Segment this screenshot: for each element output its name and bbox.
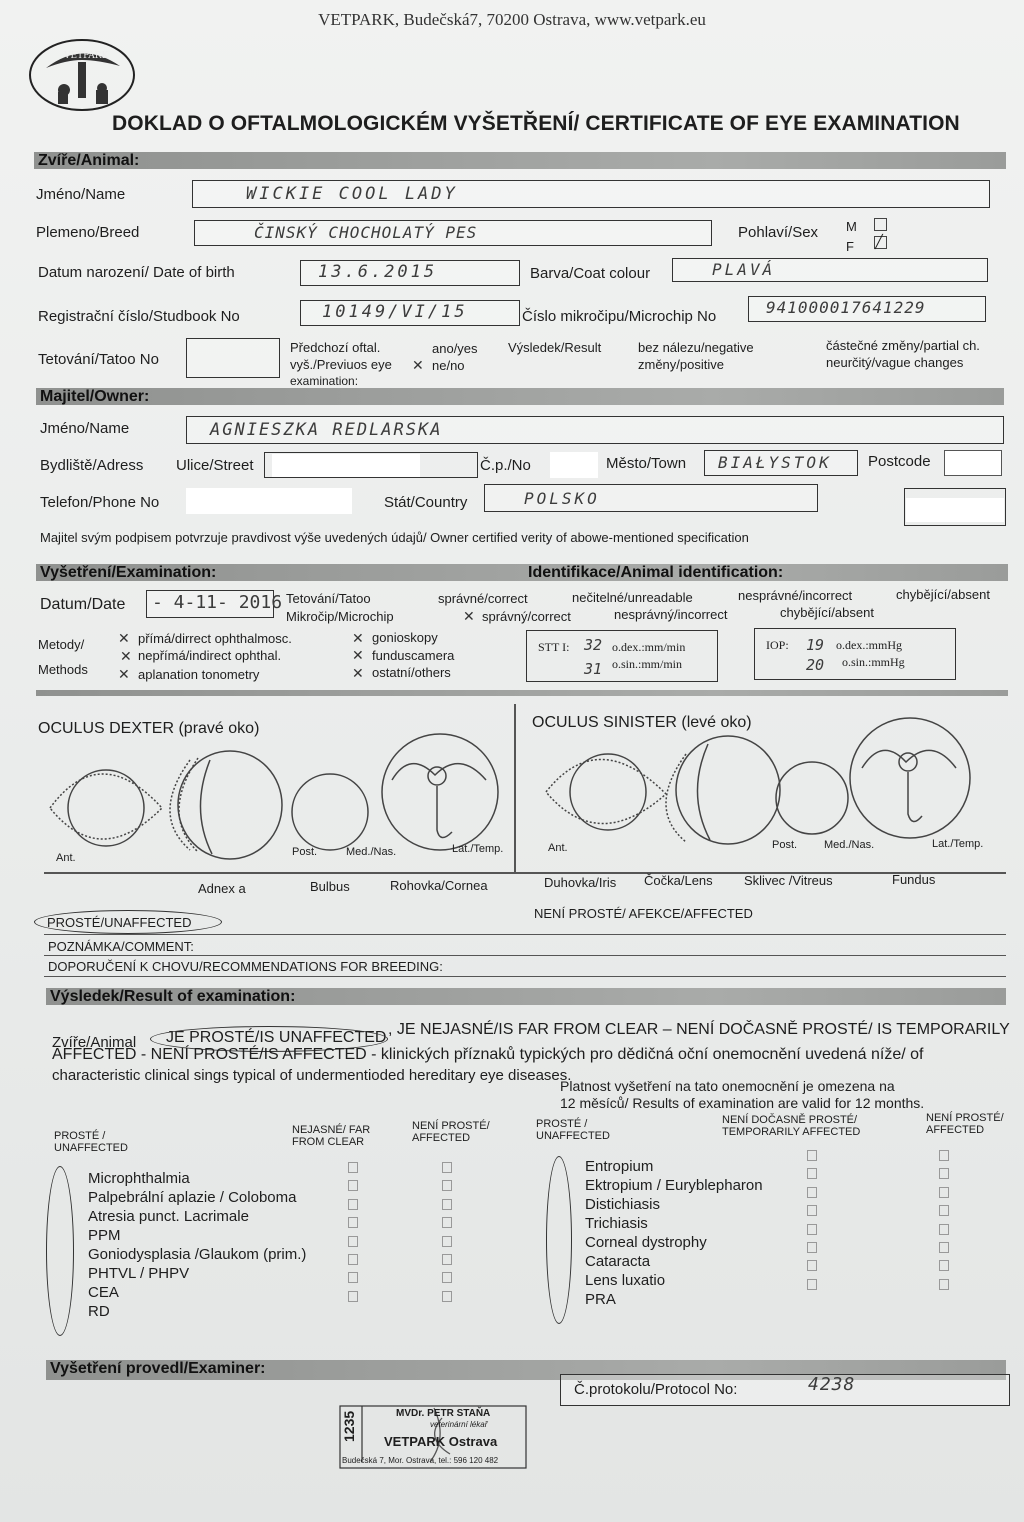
section-bar-examination: Vyšetření/Examination: Identifikace/Animal identification: [36,564,1008,581]
iop-od-unit: o.dex.:mmHg [836,638,902,652]
col-cornea: Rohovka/Cornea [390,878,488,893]
col-far-from-clear: NEJASNÉ/ FAR FROM CLEAR [292,1124,371,1148]
left-disease-row [88,1227,121,1244]
right-disease-checkbox[interactable] [807,1205,817,1216]
method-others-x-icon: ✕ [352,665,364,681]
right-disease-checkbox[interactable] [807,1242,817,1253]
animal-name-label: Jméno/Name [36,186,126,203]
stamp-address: Budečská 7, Mor. Ostrava, tel.: 596 120 482 [342,1456,499,1465]
city-label: Město/Town [606,455,687,472]
tattoo-correct: správné/correct [438,591,528,606]
breed-value: ČINSKÝ CHOCHOLATÝ PES [254,223,478,242]
tattoo-label: Tetování/Tatoo No [38,351,159,368]
left-disease-checkbox[interactable] [442,1162,452,1173]
left-disease-checkbox[interactable] [348,1199,358,1210]
os-mednas-label: Med./Nas. [824,839,875,851]
prev-no-x-icon: ✕ [412,357,424,373]
col-affected-left: NENÍ PROSTÉ/ AFFECTED [412,1120,490,1144]
left-disease-checkbox[interactable] [348,1236,358,1247]
left-disease-checkbox[interactable] [348,1162,358,1173]
right-disease-row [585,1272,665,1289]
col-affected-right: NENÍ PROSTÉ/ AFFECTED [926,1112,1004,1136]
left-disease-label: PHTVL / PHPV [88,1265,190,1282]
microchip-correct: správný/correct [482,609,571,624]
eye-rule-4 [44,976,1006,977]
clinic-address: VETPARK, Budečská7, 70200 Ostrava, www.vetpark.eu [318,10,706,29]
sex-label: Pohlaví/Sex [738,224,819,241]
left-disease-checkbox[interactable] [348,1291,358,1302]
right-disease-label: Distichiasis [585,1196,661,1213]
right-disease-label: Cataracta [585,1253,651,1270]
oculus-sinister-title: OCULUS SINISTER (levé oko) [532,714,752,731]
signature-redacted [906,498,1004,522]
method-direct: přímá/dirrect ophthalmosc. [138,631,292,646]
result-vague-label: neurčitý/vague changes [826,355,964,370]
right-disease-row [585,1234,707,1251]
prev-exam-label-1: Předchozí oftal. [290,340,381,355]
city-value: BIAŁYSTOK [718,453,832,472]
studbook-label: Registrační číslo/Studbook No [38,308,240,325]
col-unaffected-right: PROSTÉ / UNAFFECTED [536,1118,610,1142]
col-bulbus: Bulbus [310,879,350,894]
right-disease-label: Corneal dystrophy [585,1234,707,1251]
result-line1-rest: , JE NEJASNÉ/IS FAR FROM CLEAR – NENÍ DOČASNĚ PROSTÉ/ IS TEMPORARILY [388,1021,1010,1038]
right-disease-label: PRA [585,1291,616,1308]
result-positive-label: změny/positive [638,357,724,372]
protocol-label: Č.protokolu/Protocol No: [574,1381,738,1398]
left-unaffected-bracket-icon [46,1166,74,1336]
left-disease-row [88,1303,110,1320]
result-label: Výsledek/Result [508,340,602,355]
right-disease-row [585,1196,660,1213]
tattoo-incorrect: nesprávné/incorrect [738,588,853,603]
os-post-label: Post. [772,839,798,851]
comment-label: POZNÁMKA/COMMENT: [48,939,194,954]
prev-exam-label-3: examination: [290,374,359,388]
os-ant-label: Ant. [548,842,568,854]
eye-rule-3 [44,955,1006,956]
method-others: ostatní/others [372,665,451,680]
stt-os-value: 31 [584,660,603,678]
right-disease-checkbox[interactable] [939,1168,949,1179]
exam-date-value: - 4-11- 2016 [152,592,283,613]
coat-value: PLAVÁ [712,260,776,279]
right-disease-checkbox[interactable] [807,1279,817,1290]
right-disease-checkbox[interactable] [939,1205,949,1216]
right-disease-checkbox[interactable] [807,1168,817,1179]
stt-os-unit: o.sin.:mm/min [612,657,683,671]
right-disease-checkbox[interactable] [939,1260,949,1271]
od-lattemp-label: Lat./Temp. [452,843,504,855]
iop-od-value: 19 [806,636,825,654]
right-disease-checkbox[interactable] [807,1187,817,1198]
address-label: Bydliště/Adress [40,457,144,474]
row-affected: NENÍ PROSTÉ/ AFEKCE/AFFECTED [534,906,753,921]
iop-os-unit: o.sin.:mmHg [842,655,905,669]
stt-od-value: 32 [584,636,603,654]
left-disease-checkbox[interactable] [348,1217,358,1228]
left-disease-row [88,1284,119,1301]
oculus-dexter-diagram [40,720,510,870]
method-tonometry: aplanation tonometry [138,667,260,682]
street-field[interactable] [264,452,478,478]
right-disease-label: Lens luxatio [585,1272,666,1289]
left-disease-row [88,1208,249,1225]
right-disease-checkbox[interactable] [939,1150,949,1161]
right-disease-checkbox[interactable] [807,1224,817,1235]
od-ant-label: Ant. [56,852,76,864]
validity-line2: 12 měsíců/ Results of examination are valid for 12 months. [560,1095,925,1111]
col-iris: Duhovka/Iris [544,875,617,890]
right-disease-checkbox[interactable] [807,1150,817,1161]
validity-line1: Platnost vyšetření na tato onemocnění je omezena na [560,1078,895,1094]
examiner-stamp [338,1398,530,1474]
result-line3: characteristic clinical sings typical of undermentioded hereditary eye diseases. [52,1067,572,1084]
left-disease-checkbox[interactable] [442,1199,452,1210]
method-gonio-x-icon: ✕ [352,630,364,646]
section-bar-owner: Majitel/Owner: [36,388,1004,405]
breed-label: Plemeno/Breed [36,224,140,241]
left-disease-row [88,1189,296,1206]
recommend-label: DOPORUČENÍ K CHOVU/RECOMMENDATIONS FOR BREEDING: [48,959,443,974]
coat-label: Barva/Coat colour [530,265,651,282]
method-gonio: gonioskopy [372,630,438,645]
right-disease-checkbox[interactable] [939,1279,949,1290]
stamp-number: 1235 [341,1410,357,1442]
tattoo-unreadable: nečitelné/unreadable [572,590,693,605]
right-unaffected-bracket-icon [546,1156,572,1324]
method-tonometry-x-icon: ✕ [118,666,130,682]
stt-box [526,630,718,682]
stamp-role: veterinární lékař [430,1420,488,1429]
iop-os-value: 20 [806,656,825,674]
right-disease-checkbox[interactable] [807,1260,817,1271]
method-fundus: funduscamera [372,648,455,663]
section-bar-animal: Zvíře/Animal: [34,152,1006,169]
microchip-label: Číslo mikročipu/Microchip No [522,308,717,325]
result-line2: AFFECTED - NENÍ PROSTÉ/IS AFFECTED - klinických příznaků typických pro dědičná oční onemocnění uvedená níže/ of [52,1046,924,1063]
row-unaffected: PROSTÉ/UNAFFECTED [47,915,192,930]
section-bar-result: Výsledek/Result of examination: [46,988,1006,1005]
tattoo-absent: chybějící/absent [896,587,990,602]
right-disease-label: Trichiasis [585,1215,648,1232]
method-indirect: nepřímá/indirect ophthal. [138,648,282,663]
sex-m-checkbox[interactable] [874,218,887,231]
tattoo-field[interactable] [186,338,280,378]
owner-name-label: Jméno/Name [40,420,130,437]
ident-microchip-label: Mikročip/Microchip [286,609,394,624]
eye-rule-2 [44,934,1006,935]
left-disease-label: CEA [88,1284,119,1301]
col-temporarily: NENÍ DOČASNĚ PROSTÉ/ TEMPORARILY AFFECTED [722,1114,861,1138]
left-disease-label: Microphthalmia [88,1170,190,1187]
vetpark-logo [28,38,136,112]
postcode-field[interactable] [944,450,1002,476]
left-disease-row [88,1246,306,1263]
result-unaffected: JE PROSTÉ/IS UNAFFECTED [166,1029,387,1046]
right-disease-checkbox[interactable] [939,1224,949,1235]
od-post-label: Post. [292,846,318,858]
method-indirect-x-icon: ✕ [120,648,132,664]
right-disease-label: Ektropium / Euryblepharon [585,1177,763,1194]
col-adnexa: Adnex a [198,881,246,896]
stt-label: STT I: [538,640,570,654]
exam-date-label: Datum/Date [40,596,126,613]
col-vitreus: Sklivec /Vitreus [744,873,833,888]
right-disease-checkbox[interactable] [939,1242,949,1253]
left-disease-checkbox[interactable] [442,1236,452,1247]
country-value: POLSKO [524,489,600,508]
col-fundus: Fundus [892,872,936,887]
stamp-clinic: VETPARK Ostrava [384,1434,498,1449]
microchip-absent: chybějící/absent [780,605,874,620]
animal-name-value: WICKIE COOL LADY [246,184,458,204]
right-disease-row [585,1253,650,1270]
oculus-dexter-title: OCULUS DEXTER (pravé oko) [38,720,260,737]
result-animal-label: Zvíře/Animal [52,1034,137,1051]
postcode-label: Postcode [868,453,931,470]
method-fundus-x-icon: ✕ [352,647,364,663]
protocol-value: 4238 [808,1374,856,1395]
methods-label-1: Metody/ [38,637,85,652]
left-disease-checkbox[interactable] [348,1254,358,1265]
left-disease-checkbox[interactable] [348,1180,358,1191]
left-disease-checkbox[interactable] [442,1272,452,1283]
phone-label: Telefon/Phone No [40,494,160,511]
microchip-correct-x-icon: ✕ [463,608,475,624]
prev-no-label: ne/no [432,358,465,373]
right-disease-row [585,1215,648,1232]
microchip-value: 941000017641229 [766,298,926,317]
left-disease-label: Atresia punct. Lacrimale [88,1208,249,1225]
right-disease-label: Entropium [585,1158,654,1175]
methods-label-2: Methods [38,662,88,677]
logo-text: VETPARK [64,51,109,61]
dob-label: Datum narození/ Date of birth [38,264,235,281]
document-title: DOKLAD O OFTALMOLOGICKÉM VYŠETŘENÍ/ CERTIFICATE OF EYE EXAMINATION [112,112,960,135]
eye-structures-rule [44,872,1006,874]
house-no-label: Č.p./No [480,457,531,474]
sex-f-label: F [846,239,854,254]
microchip-incorrect: nesprávný/incorrect [614,607,728,622]
left-disease-row [88,1265,189,1282]
left-disease-label: RD [88,1303,110,1320]
house-no-redacted [550,452,598,478]
stt-od-unit: o.dex.:mm/min [612,640,686,654]
unaffected-circled-icon [34,910,222,934]
right-disease-row [585,1158,653,1175]
right-disease-row [585,1177,763,1194]
prev-exam-label-2: vyš./Previuos eye [290,357,392,372]
stamp-name: MVDr. PETR STAŇA [396,1408,491,1419]
left-disease-row [88,1170,190,1187]
sex-f-checkmark-icon: ╱ [875,234,883,249]
phone-redacted [186,488,352,514]
col-unaffected-left: PROSTÉ / UNAFFECTED [54,1130,128,1154]
os-lattemp-label: Lat./Temp. [932,838,984,850]
iop-label: IOP: [766,638,789,652]
owner-certify-text: Majitel svým podpisem potvrzuje pravdivost výše uvedených údajů/ Owner certified verity of abowe-mentioned specification [40,530,749,545]
method-direct-x-icon: ✕ [118,630,130,646]
right-disease-checkbox[interactable] [939,1187,949,1198]
country-label: Stát/Country [384,494,468,511]
result-partial-label: částečné změny/partial ch. [826,338,980,353]
street-label: Ulice/Street [176,457,254,474]
col-lens: Čočka/Lens [644,873,713,888]
studbook-value: 10149/VI/15 [322,302,468,322]
dob-value: 13.6.2015 [318,262,438,282]
prev-yes-label: ano/yes [432,341,478,356]
section-bar-examiner: Vyšetření provedl/Examiner: [46,1360,1006,1380]
sex-m-label: M [846,219,857,234]
iop-box [754,628,956,680]
left-disease-checkbox[interactable] [442,1291,452,1302]
eye-divider [514,704,516,872]
left-disease-checkbox[interactable] [348,1272,358,1283]
section-bar-eyes [36,690,1008,696]
left-disease-label: PPM [88,1227,121,1244]
left-disease-label: Goniodysplasia /Glaukom (prim.) [88,1246,307,1263]
od-mednas-label: Med./Nas. [346,846,397,858]
left-disease-checkbox[interactable] [442,1180,452,1191]
left-disease-label: Palpebrální aplazie / Coloboma [88,1189,297,1206]
left-disease-checkbox[interactable] [442,1217,452,1228]
result-negative-label: bez nálezu/negative [638,340,754,355]
owner-name-value: AGNIESZKA REDLARSKA [210,420,443,440]
right-disease-row [585,1291,616,1308]
ident-tattoo-label: Tetování/Tatoo [286,591,371,606]
left-disease-checkbox[interactable] [442,1254,452,1265]
